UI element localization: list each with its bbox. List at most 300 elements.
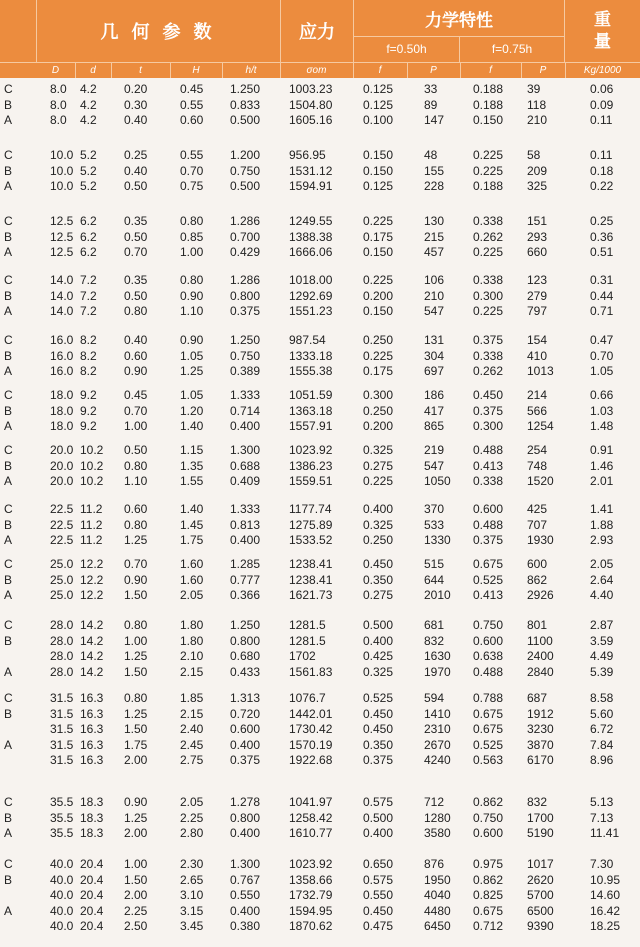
cell-col-6: 0.325 bbox=[363, 664, 394, 679]
cell-col-7: 155 bbox=[424, 163, 445, 178]
cell-col-7: 457 bbox=[424, 245, 445, 259]
cell-col-7: 2310 bbox=[424, 722, 451, 736]
cell-col-10: 0.09 bbox=[590, 97, 614, 112]
cell-col-4: 1.285 bbox=[230, 557, 261, 571]
cell-col-3: 2.05 bbox=[180, 588, 204, 602]
cell-col-6: 0.275 bbox=[363, 458, 394, 473]
cell-col-3: 2.05 bbox=[180, 795, 204, 809]
cell-col-2: 0.80 bbox=[124, 458, 148, 473]
cell-col-0: 8.0 bbox=[50, 113, 67, 127]
cell-col-1: 7.2 bbox=[80, 288, 97, 303]
cell-col-1: 11.2 bbox=[80, 517, 103, 532]
cell-col-8: 0.750 bbox=[473, 810, 504, 825]
cell-col-7: 832 bbox=[424, 633, 445, 648]
subheader-5: σom bbox=[306, 64, 327, 76]
cell-col-7: 1970 bbox=[424, 664, 451, 679]
grade-label: C bbox=[4, 148, 13, 162]
cell-col-2: 0.50 bbox=[124, 229, 148, 244]
cell-col-1: 5.2 bbox=[80, 148, 97, 162]
cell-col-9: 9390 bbox=[527, 919, 554, 933]
cell-col-7: 417 bbox=[424, 403, 445, 418]
cell-col-1: 12.2 bbox=[80, 572, 104, 587]
cell-col-6: 0.125 bbox=[363, 97, 394, 112]
grade-label: A bbox=[4, 664, 13, 679]
cell-col-4: 0.600 bbox=[230, 722, 261, 736]
cell-col-2: 0.70 bbox=[124, 245, 148, 259]
cell-col-9: 123 bbox=[527, 273, 548, 287]
cell-col-7: 515 bbox=[424, 557, 445, 571]
cell-col-9: 748 bbox=[527, 458, 548, 473]
grade-label: A bbox=[4, 826, 13, 840]
cell-col-7: 131 bbox=[424, 333, 445, 347]
cell-col-2: 2.00 bbox=[124, 888, 148, 902]
cell-col-5: 1732.79 bbox=[289, 888, 333, 902]
cell-col-5: 1281.5 bbox=[289, 633, 326, 648]
table-row bbox=[0, 304, 640, 319]
cell-col-4: 0.400 bbox=[230, 419, 261, 433]
cell-col-0: 28.0 bbox=[50, 664, 74, 679]
cell-col-1: 5.2 bbox=[80, 179, 97, 193]
cell-col-4: 0.400 bbox=[230, 533, 261, 547]
cell-col-10: 10.95 bbox=[590, 872, 621, 887]
cell-col-6: 0.650 bbox=[363, 857, 394, 871]
cell-col-2: 1.50 bbox=[124, 588, 148, 602]
cell-col-4: 1.250 bbox=[230, 618, 261, 632]
cell-col-5: 1559.51 bbox=[289, 474, 333, 488]
cell-col-9: 1700 bbox=[527, 810, 554, 825]
cell-col-9: 1100 bbox=[527, 633, 553, 648]
cell-col-5: 1531.12 bbox=[289, 163, 333, 178]
grade-label: A bbox=[4, 179, 13, 193]
cell-col-0: 10.0 bbox=[50, 163, 74, 178]
cell-col-2: 1.25 bbox=[124, 533, 148, 547]
grade-label: B bbox=[4, 572, 13, 587]
cell-col-9: 3870 bbox=[527, 737, 554, 752]
cell-col-4: 0.714 bbox=[230, 403, 261, 418]
table-row bbox=[0, 333, 640, 348]
cell-col-4: 1.250 bbox=[230, 333, 261, 347]
cell-col-1: 20.4 bbox=[80, 888, 104, 902]
cell-col-7: 89 bbox=[424, 97, 438, 112]
cell-col-2: 0.20 bbox=[124, 82, 148, 96]
cell-col-1: 14.2 bbox=[80, 618, 104, 632]
cell-col-10: 14.60 bbox=[590, 888, 621, 902]
cell-col-2: 1.50 bbox=[124, 722, 148, 736]
cell-col-8: 0.563 bbox=[473, 753, 504, 767]
grade-label: C bbox=[4, 273, 13, 287]
cell-col-6: 0.575 bbox=[363, 795, 394, 809]
cell-col-9: 210 bbox=[527, 113, 548, 127]
stress-header: 应力 bbox=[299, 22, 335, 42]
cell-col-8: 0.788 bbox=[473, 691, 504, 705]
cell-col-10: 2.05 bbox=[590, 557, 614, 571]
cell-col-10: 0.66 bbox=[590, 388, 614, 402]
cell-col-0: 16.0 bbox=[50, 348, 74, 363]
cell-col-2: 1.75 bbox=[124, 737, 148, 752]
cell-col-7: 48 bbox=[424, 148, 438, 162]
cell-col-0: 16.0 bbox=[50, 333, 74, 347]
cell-col-2: 0.70 bbox=[124, 403, 148, 418]
cell-col-10: 1.88 bbox=[590, 517, 614, 532]
cell-col-1: 12.2 bbox=[80, 557, 104, 571]
cell-col-10: 4.49 bbox=[590, 649, 614, 663]
subheader-6: f bbox=[378, 64, 382, 76]
cell-col-8: 0.488 bbox=[473, 517, 504, 532]
cell-col-6: 0.125 bbox=[363, 179, 394, 193]
cell-col-5: 1555.38 bbox=[289, 364, 333, 378]
cell-col-0: 40.0 bbox=[50, 888, 74, 902]
cell-col-4: 0.800 bbox=[230, 288, 261, 303]
cell-col-8: 0.338 bbox=[473, 474, 504, 488]
cell-col-4: 1.313 bbox=[230, 691, 261, 705]
cell-col-9: 1912 bbox=[527, 706, 554, 721]
cell-col-9: 687 bbox=[527, 691, 548, 705]
cell-col-4: 0.366 bbox=[230, 588, 261, 602]
cell-col-5: 1023.92 bbox=[289, 857, 333, 871]
cell-col-6: 0.400 bbox=[363, 502, 394, 516]
cell-col-0: 18.0 bbox=[50, 403, 74, 418]
cell-col-3: 0.60 bbox=[180, 113, 204, 127]
cell-col-5: 1003.23 bbox=[289, 82, 333, 96]
cell-col-6: 0.500 bbox=[363, 810, 394, 825]
cell-col-7: 4480 bbox=[424, 903, 451, 918]
cell-col-5: 1023.92 bbox=[289, 443, 333, 457]
cell-col-3: 1.15 bbox=[180, 443, 204, 457]
table-row bbox=[0, 82, 640, 97]
cell-col-9: 214 bbox=[527, 388, 548, 402]
cell-col-4: 1.278 bbox=[230, 795, 261, 809]
cell-col-10: 2.01 bbox=[590, 474, 614, 488]
cell-col-7: 712 bbox=[424, 795, 445, 809]
cell-col-6: 0.150 bbox=[363, 304, 394, 318]
cell-col-1: 18.3 bbox=[80, 795, 104, 809]
cell-col-1: 6.2 bbox=[80, 229, 97, 244]
cell-col-2: 1.25 bbox=[124, 810, 148, 825]
cell-col-0: 14.0 bbox=[50, 273, 74, 287]
cell-col-2: 0.80 bbox=[124, 304, 148, 318]
cell-col-7: 304 bbox=[424, 348, 445, 363]
cell-col-8: 0.975 bbox=[473, 857, 504, 871]
cell-col-10: 0.91 bbox=[590, 443, 614, 457]
cell-col-7: 4240 bbox=[424, 753, 451, 767]
cell-col-8: 0.825 bbox=[473, 888, 504, 902]
cell-col-9: 600 bbox=[527, 557, 548, 571]
cell-col-9: 1520 bbox=[527, 474, 554, 488]
cell-col-0: 16.0 bbox=[50, 364, 74, 378]
cell-col-5: 1605.16 bbox=[289, 113, 333, 127]
cell-col-5: 1594.91 bbox=[289, 179, 333, 193]
cell-col-1: 7.2 bbox=[80, 304, 97, 318]
cell-col-4: 0.800 bbox=[230, 810, 261, 825]
cell-col-2: 0.30 bbox=[124, 97, 148, 112]
cell-col-4: 0.550 bbox=[230, 888, 261, 902]
cell-col-5: 1258.42 bbox=[289, 810, 333, 825]
cell-col-7: 681 bbox=[424, 618, 445, 632]
table-row bbox=[0, 502, 640, 517]
cell-col-7: 533 bbox=[424, 517, 445, 532]
cell-col-2: 0.80 bbox=[124, 618, 148, 632]
subheader-7: P bbox=[430, 64, 437, 76]
cell-col-2: 1.25 bbox=[124, 649, 148, 663]
cell-col-5: 1275.89 bbox=[289, 517, 333, 532]
cell-col-1: 14.2 bbox=[80, 664, 104, 679]
cell-col-7: 215 bbox=[424, 229, 445, 244]
subheader-2: t bbox=[139, 64, 142, 76]
cell-col-2: 0.90 bbox=[124, 795, 148, 809]
cell-col-9: 707 bbox=[527, 517, 548, 532]
cell-col-3: 2.30 bbox=[180, 857, 204, 871]
cell-col-9: 2620 bbox=[527, 872, 554, 887]
table-row bbox=[0, 795, 640, 810]
cell-col-2: 0.80 bbox=[124, 517, 148, 532]
mechanics-header: 力学特性 bbox=[425, 10, 493, 30]
cell-col-6: 0.200 bbox=[363, 419, 394, 433]
cell-col-0: 25.0 bbox=[50, 572, 74, 587]
cell-col-0: 12.5 bbox=[50, 229, 74, 244]
cell-col-10: 16.42 bbox=[590, 903, 621, 918]
cell-col-8: 0.675 bbox=[473, 722, 504, 736]
cell-col-6: 0.225 bbox=[363, 348, 394, 363]
cell-col-10: 1.48 bbox=[590, 419, 614, 433]
cell-col-0: 20.0 bbox=[50, 458, 74, 473]
cell-col-8: 0.338 bbox=[473, 273, 504, 287]
table-row bbox=[0, 649, 640, 664]
cell-col-3: 0.75 bbox=[180, 179, 204, 193]
cell-col-8: 0.488 bbox=[473, 443, 504, 457]
cell-col-10: 0.25 bbox=[590, 214, 614, 228]
table-row bbox=[0, 245, 640, 260]
cell-col-8: 0.675 bbox=[473, 557, 504, 571]
cell-col-9: 118 bbox=[527, 97, 547, 112]
cell-col-7: 147 bbox=[424, 113, 445, 127]
cell-col-5: 1238.41 bbox=[289, 572, 333, 587]
cell-col-2: 0.90 bbox=[124, 364, 148, 378]
cell-col-7: 876 bbox=[424, 857, 445, 871]
cell-col-0: 14.0 bbox=[50, 288, 74, 303]
cell-col-4: 0.429 bbox=[230, 245, 261, 259]
cell-col-4: 0.750 bbox=[230, 163, 261, 178]
table-row bbox=[0, 904, 640, 919]
cell-col-0: 12.5 bbox=[50, 214, 74, 228]
cell-col-6: 0.400 bbox=[363, 826, 394, 840]
cell-col-7: 644 bbox=[424, 572, 445, 587]
cell-col-7: 547 bbox=[424, 304, 445, 318]
cell-col-4: 0.433 bbox=[230, 664, 261, 679]
cell-col-10: 0.47 bbox=[590, 333, 614, 347]
table-row bbox=[0, 919, 640, 934]
table-row bbox=[0, 113, 640, 128]
cell-col-9: 1013 bbox=[527, 364, 554, 378]
cell-col-0: 40.0 bbox=[50, 919, 74, 933]
cell-col-2: 1.00 bbox=[124, 633, 148, 648]
cell-col-4: 1.286 bbox=[230, 214, 261, 228]
cell-col-6: 0.200 bbox=[363, 288, 394, 303]
cell-col-10: 0.06 bbox=[590, 82, 614, 96]
cell-col-2: 2.00 bbox=[124, 753, 148, 767]
cell-col-10: 0.18 bbox=[590, 163, 614, 178]
cell-col-5: 956.95 bbox=[289, 148, 326, 162]
table-row bbox=[0, 857, 640, 872]
cell-col-1: 18.3 bbox=[80, 810, 104, 825]
cell-col-1: 16.3 bbox=[80, 706, 104, 721]
grade-label: A bbox=[4, 737, 13, 752]
cell-col-5: 1730.42 bbox=[289, 722, 333, 736]
cell-col-9: 1930 bbox=[527, 533, 554, 547]
cell-col-3: 2.25 bbox=[180, 810, 204, 825]
cell-col-9: 254 bbox=[527, 443, 548, 457]
cell-col-7: 106 bbox=[424, 273, 445, 287]
cell-col-7: 370 bbox=[424, 502, 445, 516]
grade-label: A bbox=[4, 419, 13, 433]
cell-col-0: 28.0 bbox=[50, 633, 74, 648]
table-row bbox=[0, 722, 640, 737]
cell-col-10: 2.87 bbox=[590, 618, 614, 632]
table-row bbox=[0, 164, 640, 179]
cell-col-10: 0.51 bbox=[590, 245, 614, 259]
table-row bbox=[0, 738, 640, 753]
cell-col-7: 1050 bbox=[424, 474, 451, 488]
cell-col-8: 0.300 bbox=[473, 288, 504, 303]
cell-col-10: 2.93 bbox=[590, 533, 614, 547]
cell-col-1: 20.4 bbox=[80, 872, 104, 887]
cell-col-6: 0.275 bbox=[363, 588, 394, 602]
cell-col-7: 594 bbox=[424, 691, 445, 705]
cell-col-8: 0.675 bbox=[473, 706, 504, 721]
cell-col-10: 2.64 bbox=[590, 572, 614, 587]
cell-col-10: 8.58 bbox=[590, 691, 614, 705]
cell-col-5: 1177.74 bbox=[289, 502, 332, 516]
cell-col-4: 0.389 bbox=[230, 364, 261, 378]
cell-col-3: 1.55 bbox=[180, 474, 204, 488]
cell-col-2: 0.25 bbox=[124, 148, 148, 162]
cell-col-2: 1.00 bbox=[124, 419, 148, 433]
cell-col-3: 1.80 bbox=[180, 618, 204, 632]
table-row bbox=[0, 273, 640, 288]
cell-col-4: 1.333 bbox=[230, 388, 261, 402]
cell-col-3: 2.40 bbox=[180, 722, 204, 736]
grade-label: B bbox=[4, 458, 13, 473]
cell-col-9: 1017 bbox=[527, 857, 554, 871]
cell-col-8: 0.338 bbox=[473, 348, 504, 363]
grade-label: A bbox=[4, 474, 13, 488]
table-row bbox=[0, 618, 640, 633]
table-row bbox=[0, 691, 640, 706]
cell-col-10: 0.31 bbox=[590, 273, 614, 287]
cell-col-0: 20.0 bbox=[50, 474, 74, 488]
table-row bbox=[0, 518, 640, 533]
cell-col-0: 18.0 bbox=[50, 388, 74, 402]
cell-col-6: 0.175 bbox=[363, 364, 394, 378]
cell-col-1: 20.4 bbox=[80, 903, 104, 918]
cell-col-2: 1.50 bbox=[124, 664, 148, 679]
cell-col-5: 1610.77 bbox=[289, 826, 333, 840]
cell-col-7: 33 bbox=[424, 82, 438, 96]
cell-col-7: 2670 bbox=[424, 737, 451, 752]
cell-col-5: 1292.69 bbox=[289, 288, 333, 303]
cell-col-4: 1.333 bbox=[230, 502, 261, 516]
cell-col-6: 0.250 bbox=[363, 533, 394, 547]
cell-col-8: 0.862 bbox=[473, 872, 504, 887]
cell-col-5: 1557.91 bbox=[289, 419, 333, 433]
geometry-header: 几 何 参 数 bbox=[100, 22, 216, 42]
cell-col-6: 0.225 bbox=[363, 474, 394, 488]
cell-col-4: 0.375 bbox=[230, 753, 261, 767]
cell-col-4: 0.813 bbox=[230, 517, 261, 532]
cell-col-1: 9.2 bbox=[80, 388, 97, 402]
cell-col-5: 1870.62 bbox=[289, 919, 333, 933]
table-row bbox=[0, 148, 640, 163]
subheader-8: f bbox=[489, 64, 492, 76]
cell-col-1: 6.2 bbox=[80, 214, 97, 228]
cell-col-2: 0.40 bbox=[124, 163, 148, 178]
cell-col-8: 0.188 bbox=[473, 97, 504, 112]
cell-col-0: 25.0 bbox=[50, 557, 74, 571]
table-row bbox=[0, 557, 640, 572]
cell-col-8: 0.375 bbox=[473, 403, 504, 418]
cell-col-4: 0.500 bbox=[230, 179, 261, 193]
grade-label: A bbox=[4, 113, 13, 127]
table-row bbox=[0, 888, 640, 903]
cell-col-6: 0.425 bbox=[363, 649, 394, 663]
cell-col-8: 0.225 bbox=[473, 163, 504, 178]
cell-col-6: 0.550 bbox=[363, 888, 394, 902]
grade-label: B bbox=[4, 517, 13, 532]
cell-col-7: 1330 bbox=[424, 533, 451, 547]
cell-col-6: 0.150 bbox=[363, 148, 394, 162]
subheader-10: Kg/1000 bbox=[583, 64, 622, 76]
cell-col-0: 31.5 bbox=[50, 753, 74, 767]
grade-label: B bbox=[4, 288, 13, 303]
cell-col-3: 0.90 bbox=[180, 333, 204, 347]
cell-col-6: 0.350 bbox=[363, 737, 394, 752]
cell-col-9: 410 bbox=[527, 348, 548, 363]
cell-col-10: 0.71 bbox=[590, 304, 614, 318]
cell-col-5: 1041.97 bbox=[289, 795, 333, 809]
cell-col-6: 0.450 bbox=[363, 706, 394, 721]
cell-col-10: 0.11 bbox=[590, 113, 613, 127]
cell-col-9: 832 bbox=[527, 795, 548, 809]
cell-col-8: 0.638 bbox=[473, 649, 504, 663]
cell-col-3: 0.55 bbox=[180, 97, 204, 112]
cell-col-7: 186 bbox=[424, 388, 445, 402]
cell-col-4: 1.200 bbox=[230, 148, 261, 162]
cell-col-7: 228 bbox=[424, 179, 445, 193]
grade-label: A bbox=[4, 304, 13, 318]
table-row bbox=[0, 214, 640, 229]
cell-col-6: 0.575 bbox=[363, 872, 394, 887]
cell-col-7: 697 bbox=[424, 364, 445, 378]
cell-col-3: 1.00 bbox=[180, 245, 204, 259]
cell-col-6: 0.475 bbox=[363, 919, 394, 933]
cell-col-2: 0.35 bbox=[124, 273, 148, 287]
table-row bbox=[0, 573, 640, 588]
cell-col-9: 3230 bbox=[527, 722, 554, 736]
table-row bbox=[0, 349, 640, 364]
cell-col-6: 0.150 bbox=[363, 245, 394, 259]
cell-col-0: 31.5 bbox=[50, 737, 74, 752]
cell-col-7: 865 bbox=[424, 419, 445, 433]
cell-col-5: 1594.95 bbox=[289, 903, 333, 918]
cell-col-4: 0.767 bbox=[230, 872, 261, 887]
cell-col-9: 5190 bbox=[527, 826, 554, 840]
grade-label: C bbox=[4, 388, 13, 402]
cell-col-7: 547 bbox=[424, 458, 445, 473]
cell-col-0: 12.5 bbox=[50, 245, 74, 259]
grade-label: A bbox=[4, 588, 13, 602]
cell-col-10: 1.03 bbox=[590, 403, 614, 418]
cell-col-8: 0.712 bbox=[473, 919, 504, 933]
cell-col-10: 0.70 bbox=[590, 348, 614, 363]
